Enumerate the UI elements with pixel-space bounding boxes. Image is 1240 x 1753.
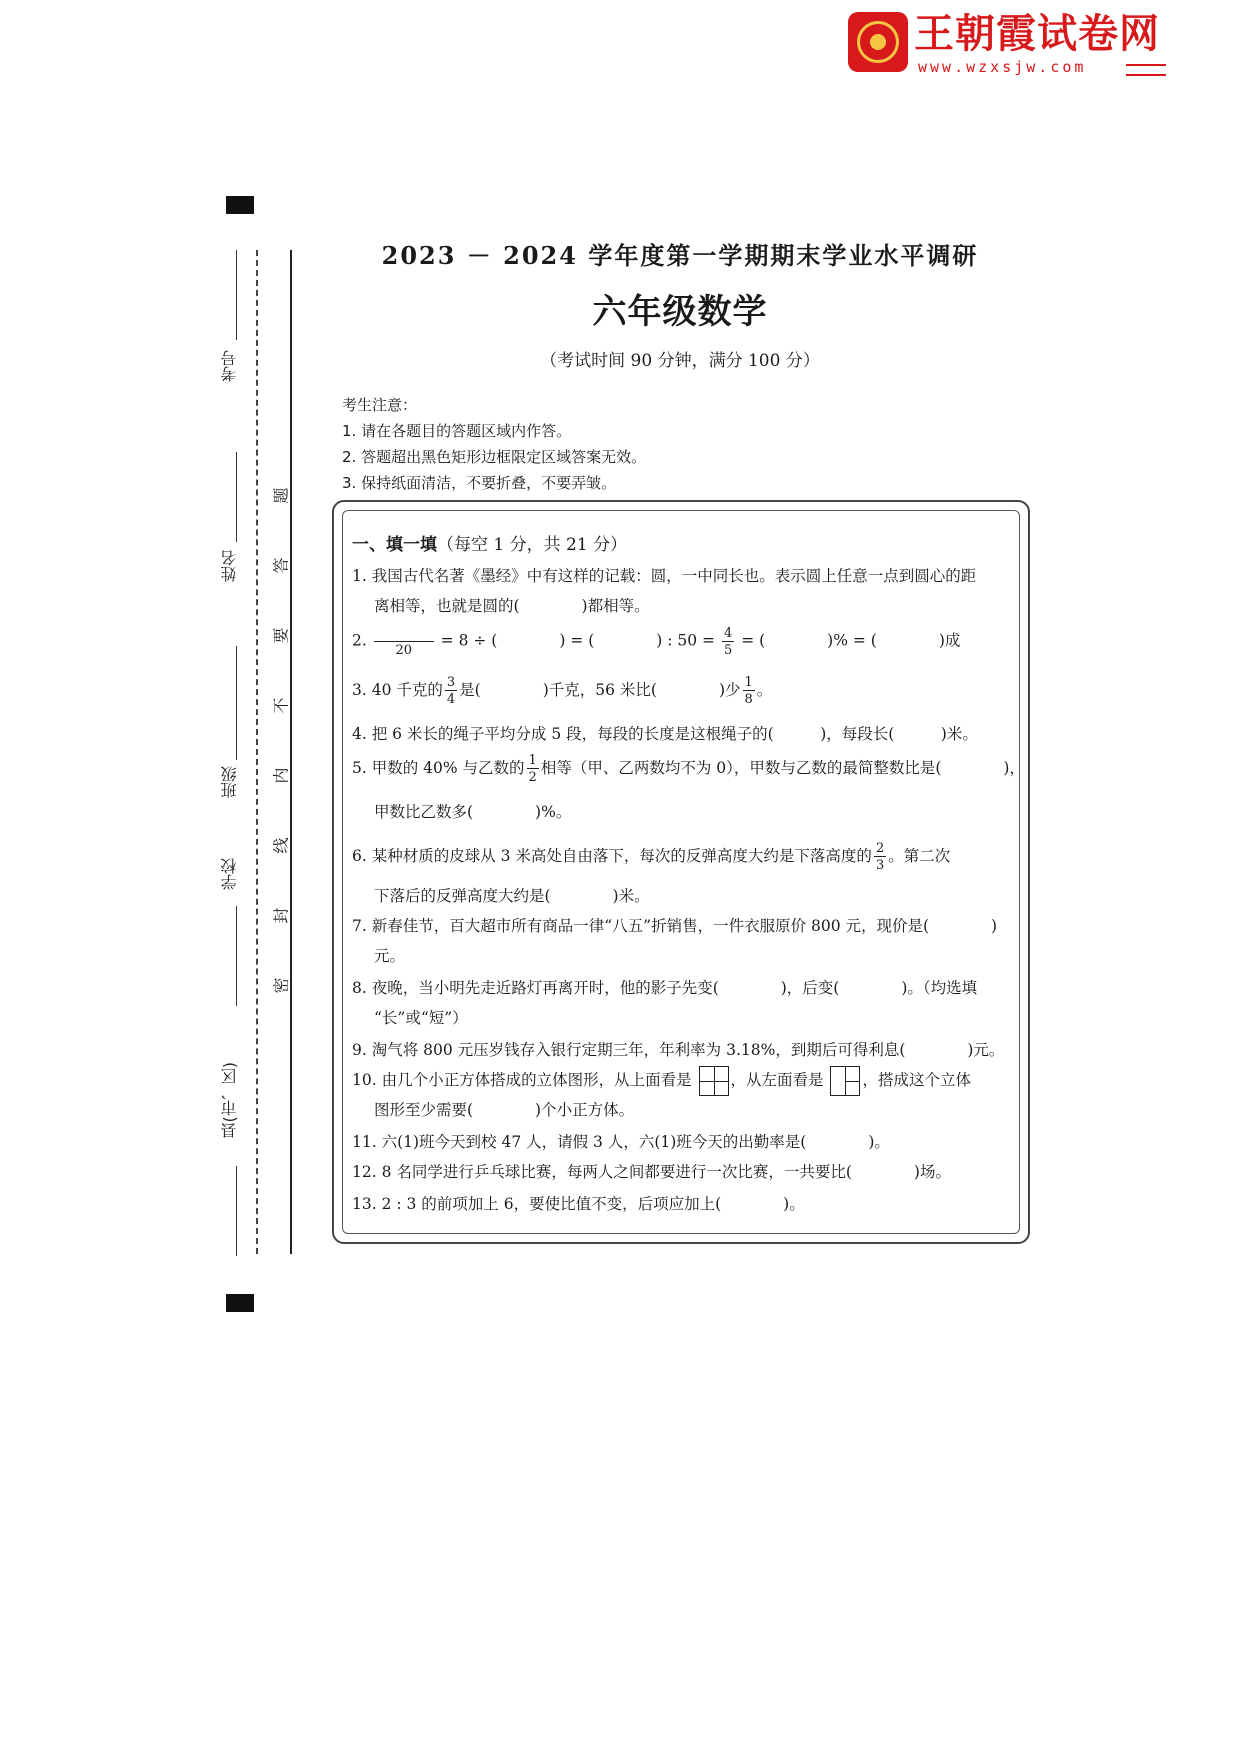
section-1-score: （每空 1 分，共 21 分） bbox=[437, 535, 628, 555]
question-1-line-2: 离相等，也就是圆的( )都相等。 bbox=[374, 597, 650, 615]
question-2 bbox=[352, 626, 960, 657]
question-10-line-1 bbox=[352, 1066, 971, 1096]
margin-dashed-line bbox=[256, 250, 258, 1254]
seal-char-7: 封 bbox=[271, 907, 291, 924]
logo-brand: 王朝霞试卷网 bbox=[914, 11, 1160, 57]
question-10-text-a: 10. 由几个小正方体搭成的立体图形，从上面看是 bbox=[352, 1071, 692, 1089]
exam-info: （考试时间 90 分钟，满分 100 分） bbox=[540, 351, 820, 371]
seal-icon bbox=[848, 12, 908, 72]
registration-mark-bottom bbox=[226, 1294, 254, 1312]
site-logo bbox=[848, 10, 1168, 76]
question-3 bbox=[352, 676, 772, 706]
question-6-text-a: 6. 某种材质的皮球从 3 米高处自由落下，每次的反弹高度大约是下落高度的 bbox=[352, 847, 872, 865]
question-5-line-1 bbox=[352, 754, 1025, 784]
wave-icon bbox=[1126, 64, 1166, 76]
margin-solid-line bbox=[290, 250, 292, 1254]
question-6-line-2: 下落后的反弹高度大约是( )米。 bbox=[374, 887, 650, 905]
question-3-text-c: 。 bbox=[756, 681, 773, 699]
class-blank bbox=[236, 646, 237, 760]
question-4: 4. 把 6 米长的绳子平均分成 5 段，每段的长度是这根绳子的( )，每段长( )米。 bbox=[352, 725, 978, 743]
logo-url: www.wzxsjw.com bbox=[918, 58, 1087, 76]
seal-char-4: 不 bbox=[271, 697, 291, 714]
seal-char-5: 内 bbox=[271, 767, 291, 784]
section-1-title bbox=[352, 530, 627, 555]
question-10-text-b: ，从左面看是 bbox=[730, 1071, 824, 1089]
question-6-text-b: 。第二次 bbox=[888, 847, 951, 865]
seal-char-8: 密 bbox=[271, 977, 291, 994]
field-exam-number: 考号 bbox=[220, 350, 239, 382]
notice-item-3: 3. 保持纸面清洁，不要折叠，不要弄皱。 bbox=[342, 474, 617, 492]
question-13: 13. 2 : 3 的前项加上 6，要使比值不变，后项应加上( )。 bbox=[352, 1195, 805, 1213]
question-10-text-c: ，搭成这个立体 bbox=[862, 1071, 971, 1089]
field-class: 班级 bbox=[220, 766, 239, 798]
field-school: 学校 bbox=[220, 858, 239, 890]
registration-mark-top bbox=[226, 196, 254, 214]
question-3-text-b: 是( )千克，56 米比( )少 bbox=[459, 681, 741, 699]
question-5-text-a: 5. 甲数的 40% 与乙数的 bbox=[352, 759, 525, 777]
question-9: 9. 淘气将 800 元压岁钱存入银行定期三年，年利率为 3.18%，到期后可得利息( )元。 bbox=[352, 1041, 1005, 1059]
question-5-line-2: 甲数比乙数多( )%。 bbox=[374, 803, 572, 821]
name-blank bbox=[236, 452, 237, 542]
question-12: 12. 8 名同学进行乒乓球比赛，每两人之间都要进行一次比赛，一共要比( )场。 bbox=[352, 1163, 951, 1181]
field-name: 姓名 bbox=[220, 550, 239, 582]
question-2-fraction-blank: 20 bbox=[374, 626, 434, 657]
seal-char-1: 题 bbox=[271, 487, 291, 504]
question-5-text-b: 相等（甲、乙两数均不为 0），甲数与乙数的最简整数比是( )， bbox=[540, 759, 1025, 777]
question-6-line-1 bbox=[352, 842, 950, 872]
question-1-line-1: 1. 我国古代名著《墨经》中有这样的记载：圆，一中同长也。表示圆上任意一点到圆心的距 bbox=[352, 567, 977, 585]
question-3-fraction-1: $\frac{3}{4}$ bbox=[446, 675, 456, 707]
exam-number-blank bbox=[236, 250, 237, 340]
question-7-line-2: 元。 bbox=[374, 947, 406, 965]
seal-char-3: 要 bbox=[271, 627, 291, 644]
question-8-line-1: 8. 夜晚，当小明先走近路灯再离开时，他的影子先变( )，后变( )。（均选填 bbox=[352, 979, 978, 997]
question-5-fraction: $\frac{1}{2}$ bbox=[528, 753, 537, 785]
left-view-grid-icon bbox=[830, 1066, 860, 1096]
question-11: 11. 六(1)班今天到校 47 人，请假 3 人，六(1)班今天的出勤率是( )。 bbox=[352, 1133, 890, 1151]
question-6-fraction: $\frac{2}{3}$ bbox=[875, 841, 885, 873]
notice-item-2: 2. 答题超出黑色矩形边框限定区域答案无效。 bbox=[342, 448, 647, 466]
question-10-line-2: 图形至少需要( )个小正方体。 bbox=[374, 1101, 635, 1119]
question-2-number: 2. bbox=[352, 631, 367, 650]
exam-title: 2023 － 2024 学年度第一学期期末学业水平调研 bbox=[381, 241, 979, 270]
subject-title: 六年级数学 bbox=[592, 292, 768, 332]
answer-region-inner bbox=[342, 510, 1020, 1234]
seal-char-6: 线 bbox=[271, 837, 291, 854]
seal-char-2: 答 bbox=[271, 557, 291, 574]
school-blank bbox=[236, 906, 237, 1006]
county-blank bbox=[236, 1166, 237, 1256]
section-1-label: 一、填一填 bbox=[352, 535, 437, 555]
question-2-text: = 8 ÷ ( ) = ( ) : 50 = bbox=[440, 631, 716, 650]
question-8-line-2: “长”或“短”） bbox=[374, 1009, 468, 1027]
top-view-grid-icon bbox=[699, 1066, 729, 1096]
question-7-line-1: 7. 新春佳节，百大超市所有商品一律“八五”折销售，一件衣服原价 800 元，现价是( ) bbox=[352, 917, 998, 935]
field-county: 县(市、区) bbox=[220, 1062, 239, 1139]
question-3-fraction-2: $\frac{1}{8}$ bbox=[744, 675, 753, 707]
question-3-text-a: 3. 40 千克的 bbox=[352, 681, 443, 699]
question-2-end: = ( )% = ( )成 bbox=[741, 631, 961, 650]
notice-heading: 考生注意： bbox=[342, 396, 418, 414]
question-2-fraction: $\frac{4}{5}$ bbox=[723, 625, 733, 658]
notice-item-1: 1. 请在各题目的答题区域内作答。 bbox=[342, 422, 572, 440]
